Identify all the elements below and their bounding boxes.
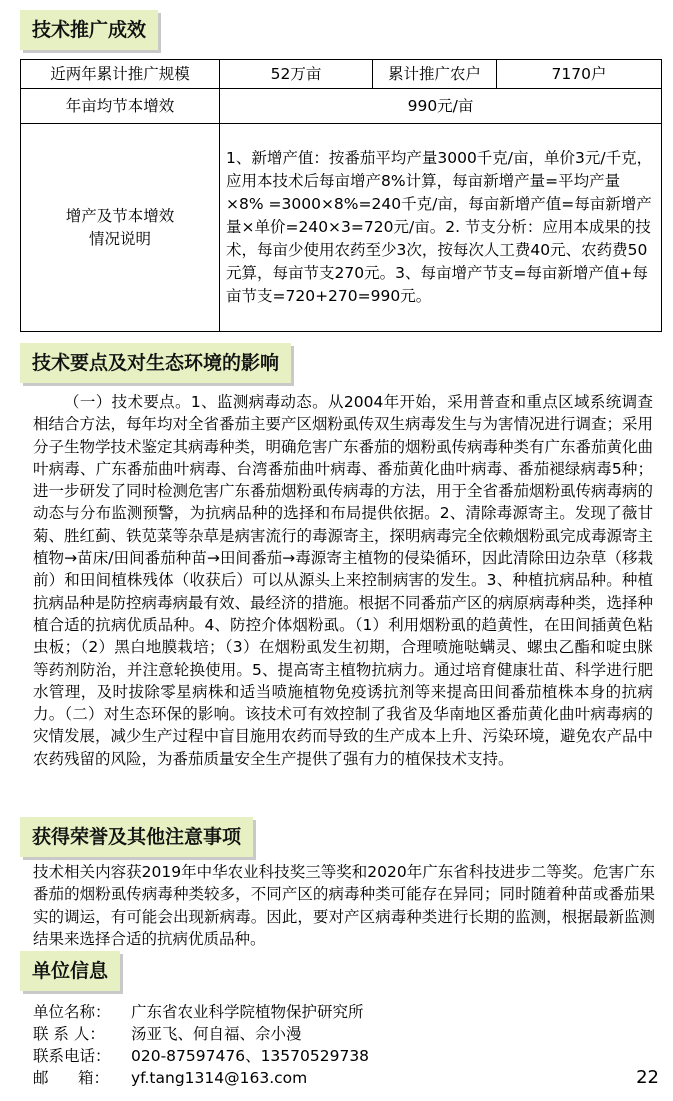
section-title-unit: 单位信息 [20, 951, 120, 991]
phone-value: 020-87597476、13570529738 [131, 1047, 370, 1065]
honor-paragraph: 技术相关内容获2019年中华农业科技奖三等奖和2020年广东省科技进步二等奖。危害广东番茄的烟粉虱传病毒种类较多，不同产区的病毒种类可能存在异同；同时随着种苗或番茄果实的调运，有可能会出现新病毒。因此，要对产区病毒种类进行长期的监测，根据最新监测结果来选择合适的抗病优质品种。 [33, 863, 655, 948]
phone-label: 联系电话： [33, 1047, 111, 1065]
phone-row [33, 1045, 369, 1067]
farmers-value: 7170户 [497, 60, 662, 89]
contact-value: 汤亚飞、何自福、佘小漫 [131, 1025, 302, 1043]
page-number: 22 [636, 1067, 659, 1088]
email-value: yf.tang1314@163.com [131, 1069, 308, 1087]
table-row [21, 60, 662, 89]
explain-label-line-2: 情况说明 [88, 229, 151, 248]
benefit-value: 990元/亩 [220, 89, 662, 124]
contact-label: 联 系 人： [33, 1025, 105, 1043]
section-title-honor: 获得荣誉及其他注意事项 [20, 817, 253, 857]
scale-label: 近两年累计推广规模 [21, 60, 220, 89]
table-row [21, 124, 662, 332]
explain-text: 1、新增产值：按番茄平均产量3000千克/亩，单价3元/千克，应用本技术后每亩增产8%计算，每亩新增产量=平均产量×8% =3000×8%=240千克/亩，每亩新增产值=每亩新增产量×单价=240×3=720元/亩。2. 节支分析：应用本成果的技术，每亩少使用农药至少3次，按每次人工费40元、农药费50元算，每亩节支270元。3、每亩增产节支=每亩新增产值+每亩节支=720+270=990元。 [220, 124, 662, 332]
benefit-label: 年亩均节本增效 [21, 89, 220, 124]
scale-value: 52万亩 [220, 60, 373, 89]
email-label: 邮 箱： [33, 1069, 110, 1087]
section-title-tech: 技术要点及对生态环境的影响 [20, 343, 291, 383]
effect-table [20, 59, 662, 332]
email-row [33, 1067, 369, 1089]
explain-label-line-1: 增产及节本增效 [65, 206, 175, 225]
unit-name-label: 单位名称： [33, 1003, 111, 1021]
farmers-label: 累计推广农户 [373, 60, 497, 89]
unit-name-row [33, 1001, 369, 1023]
explain-label [21, 124, 220, 332]
unit-info [33, 1001, 369, 1089]
tech-paragraph: （一）技术要点。1、监测病毒动态。从2004年开始，采用普查和重点区域系统调查相结合方法，每年均对全省番茄主要产区烟粉虱传双生病毒发生与为害情况进行调查；采用分子生物学技术鉴定其病毒种类，明确危害广东番茄的烟粉虱传病毒种类有广东番茄黄化曲叶病毒、广东番茄曲叶病毒、台湾番茄曲叶病毒、番茄黄化曲叶病毒、番茄褪绿病毒5种；进一步研发了同时检测危害广东番茄烟粉虱传病毒的方法，用于全省番茄烟粉虱传病毒病的动态与分布监测预警，为抗病品种的选择和布局提供依据。2、清除毒源寄主。发现了薇甘菊、胜红蓟、铁苋菜等杂草是病害流行的毒源寄主，探明病毒完全依赖烟粉虱完成毒源寄主植物→苗床/田间番茄种苗→田间番茄→毒源寄主植物的侵染循环，因此清除田边杂草（移栽前）和田间植株残体（收获后）可以从源头上来控制病害的发生。3、种植抗病品种。种植抗病品种是防控病毒病最有效、最经济的措施。根据不同番茄产区的病原病毒种类，选择种植合适的抗病优质品种。4、防控介体烟粉虱。（1）利用烟粉虱的趋黄性，在田间插黄色粘虫板；（2）黑白地膜栽培；（3）在烟粉虱发生初期，合理喷施哒螨灵、螺虫乙酯和啶虫脒等药剂防治，并注意轮换使用。5、提高寄主植物抗病力。通过培育健康壮苗、科学进行肥水管理，及时拔除零星病株和适当喷施植物免疫诱抗剂等来提高田间番茄植株本身的抗病力。（二）对生态环保的影响。该技术可有效控制了我省及华南地区番茄黄化曲叶病毒病的灾情发展，减少生产过程中盲目施用农药而导致的生产成本上升、污染环境，避免农产品中农药残留的风险，为番茄质量安全生产提供了强有力的植保技术支持。 [33, 393, 654, 768]
contact-row [33, 1023, 369, 1045]
table-row [21, 89, 662, 124]
unit-name-value: 广东省农业科学院植物保护研究所 [131, 1003, 364, 1021]
section-title-effect: 技术推广成效 [20, 10, 158, 50]
